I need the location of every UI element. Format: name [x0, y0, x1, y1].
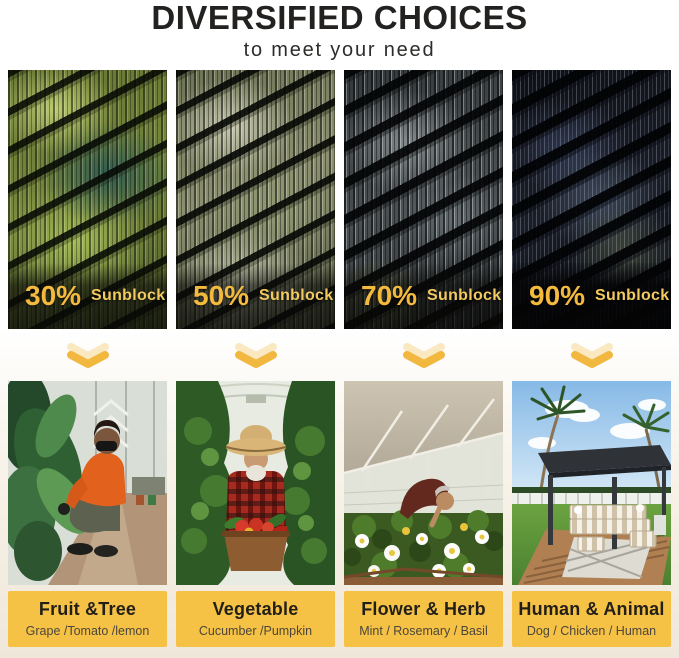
shade-options-row	[0, 70, 679, 329]
sunblock-caption	[8, 263, 167, 329]
sunblock-label: Sunblock	[91, 287, 166, 304]
header	[0, 0, 679, 70]
sunblock-caption	[344, 263, 503, 329]
chevron-down-icon	[401, 343, 447, 368]
greenhouse-gardener-illustration	[8, 381, 167, 585]
flower-canopy-illustration	[344, 381, 503, 585]
sunblock-label: Sunblock	[595, 287, 670, 304]
chevron-down-icon	[569, 343, 615, 368]
vegetable-basket	[222, 511, 290, 571]
usage-photo-fruit-tree	[8, 381, 167, 585]
shade-net-photo-50	[176, 70, 335, 329]
usage-photo-vegetable	[176, 381, 335, 585]
sunblock-percent: 30%	[25, 280, 82, 311]
usage-photos-row	[0, 381, 679, 585]
vegetable-farmer-illustration	[176, 381, 335, 585]
sunblock-label: Sunblock	[259, 287, 334, 304]
sunblock-percent: 90%	[529, 280, 586, 311]
category-title: Human & Animal	[518, 599, 665, 619]
category-examples: Cucumber /Pumpkin	[198, 624, 313, 638]
category-title: Fruit &Tree	[38, 599, 137, 619]
shade-net-photo-70	[344, 70, 503, 329]
sunblock-caption	[512, 263, 671, 329]
chevron-down-icon	[233, 343, 279, 368]
picket-fence	[512, 493, 671, 504]
usage-photo-flower-herb	[344, 381, 503, 585]
sunblock-caption	[176, 263, 335, 329]
usage-photo-human-animal	[512, 381, 671, 585]
category-examples: Mint / Rosemary / Basil	[359, 624, 488, 638]
pergola-patio-illustration	[512, 381, 671, 585]
planter	[654, 515, 666, 535]
category-card-flower-herb	[344, 591, 503, 647]
shade-net-photo-30	[8, 70, 167, 329]
sunblock-label: Sunblock	[427, 287, 502, 304]
page-subtitle: to meet your need	[243, 38, 436, 61]
category-title: Flower & Herb	[361, 599, 486, 619]
chevron-down-icon	[65, 343, 111, 368]
shade-net-photo-90	[512, 70, 671, 329]
sunblock-percent: 70%	[361, 280, 418, 311]
category-card-human-animal	[512, 591, 671, 647]
category-cards-row	[0, 591, 679, 647]
category-card-fruit-tree	[8, 591, 167, 647]
category-card-vegetable	[176, 591, 335, 647]
sunblock-percent: 50%	[193, 280, 250, 311]
category-examples: Dog / Chicken / Human	[526, 624, 657, 638]
category-examples: Grape /Tomato /lemon	[25, 624, 150, 638]
page-title: DIVERSIFIED CHOICES	[151, 0, 528, 36]
category-title: Vegetable	[212, 599, 299, 619]
arrows-row	[0, 329, 679, 381]
